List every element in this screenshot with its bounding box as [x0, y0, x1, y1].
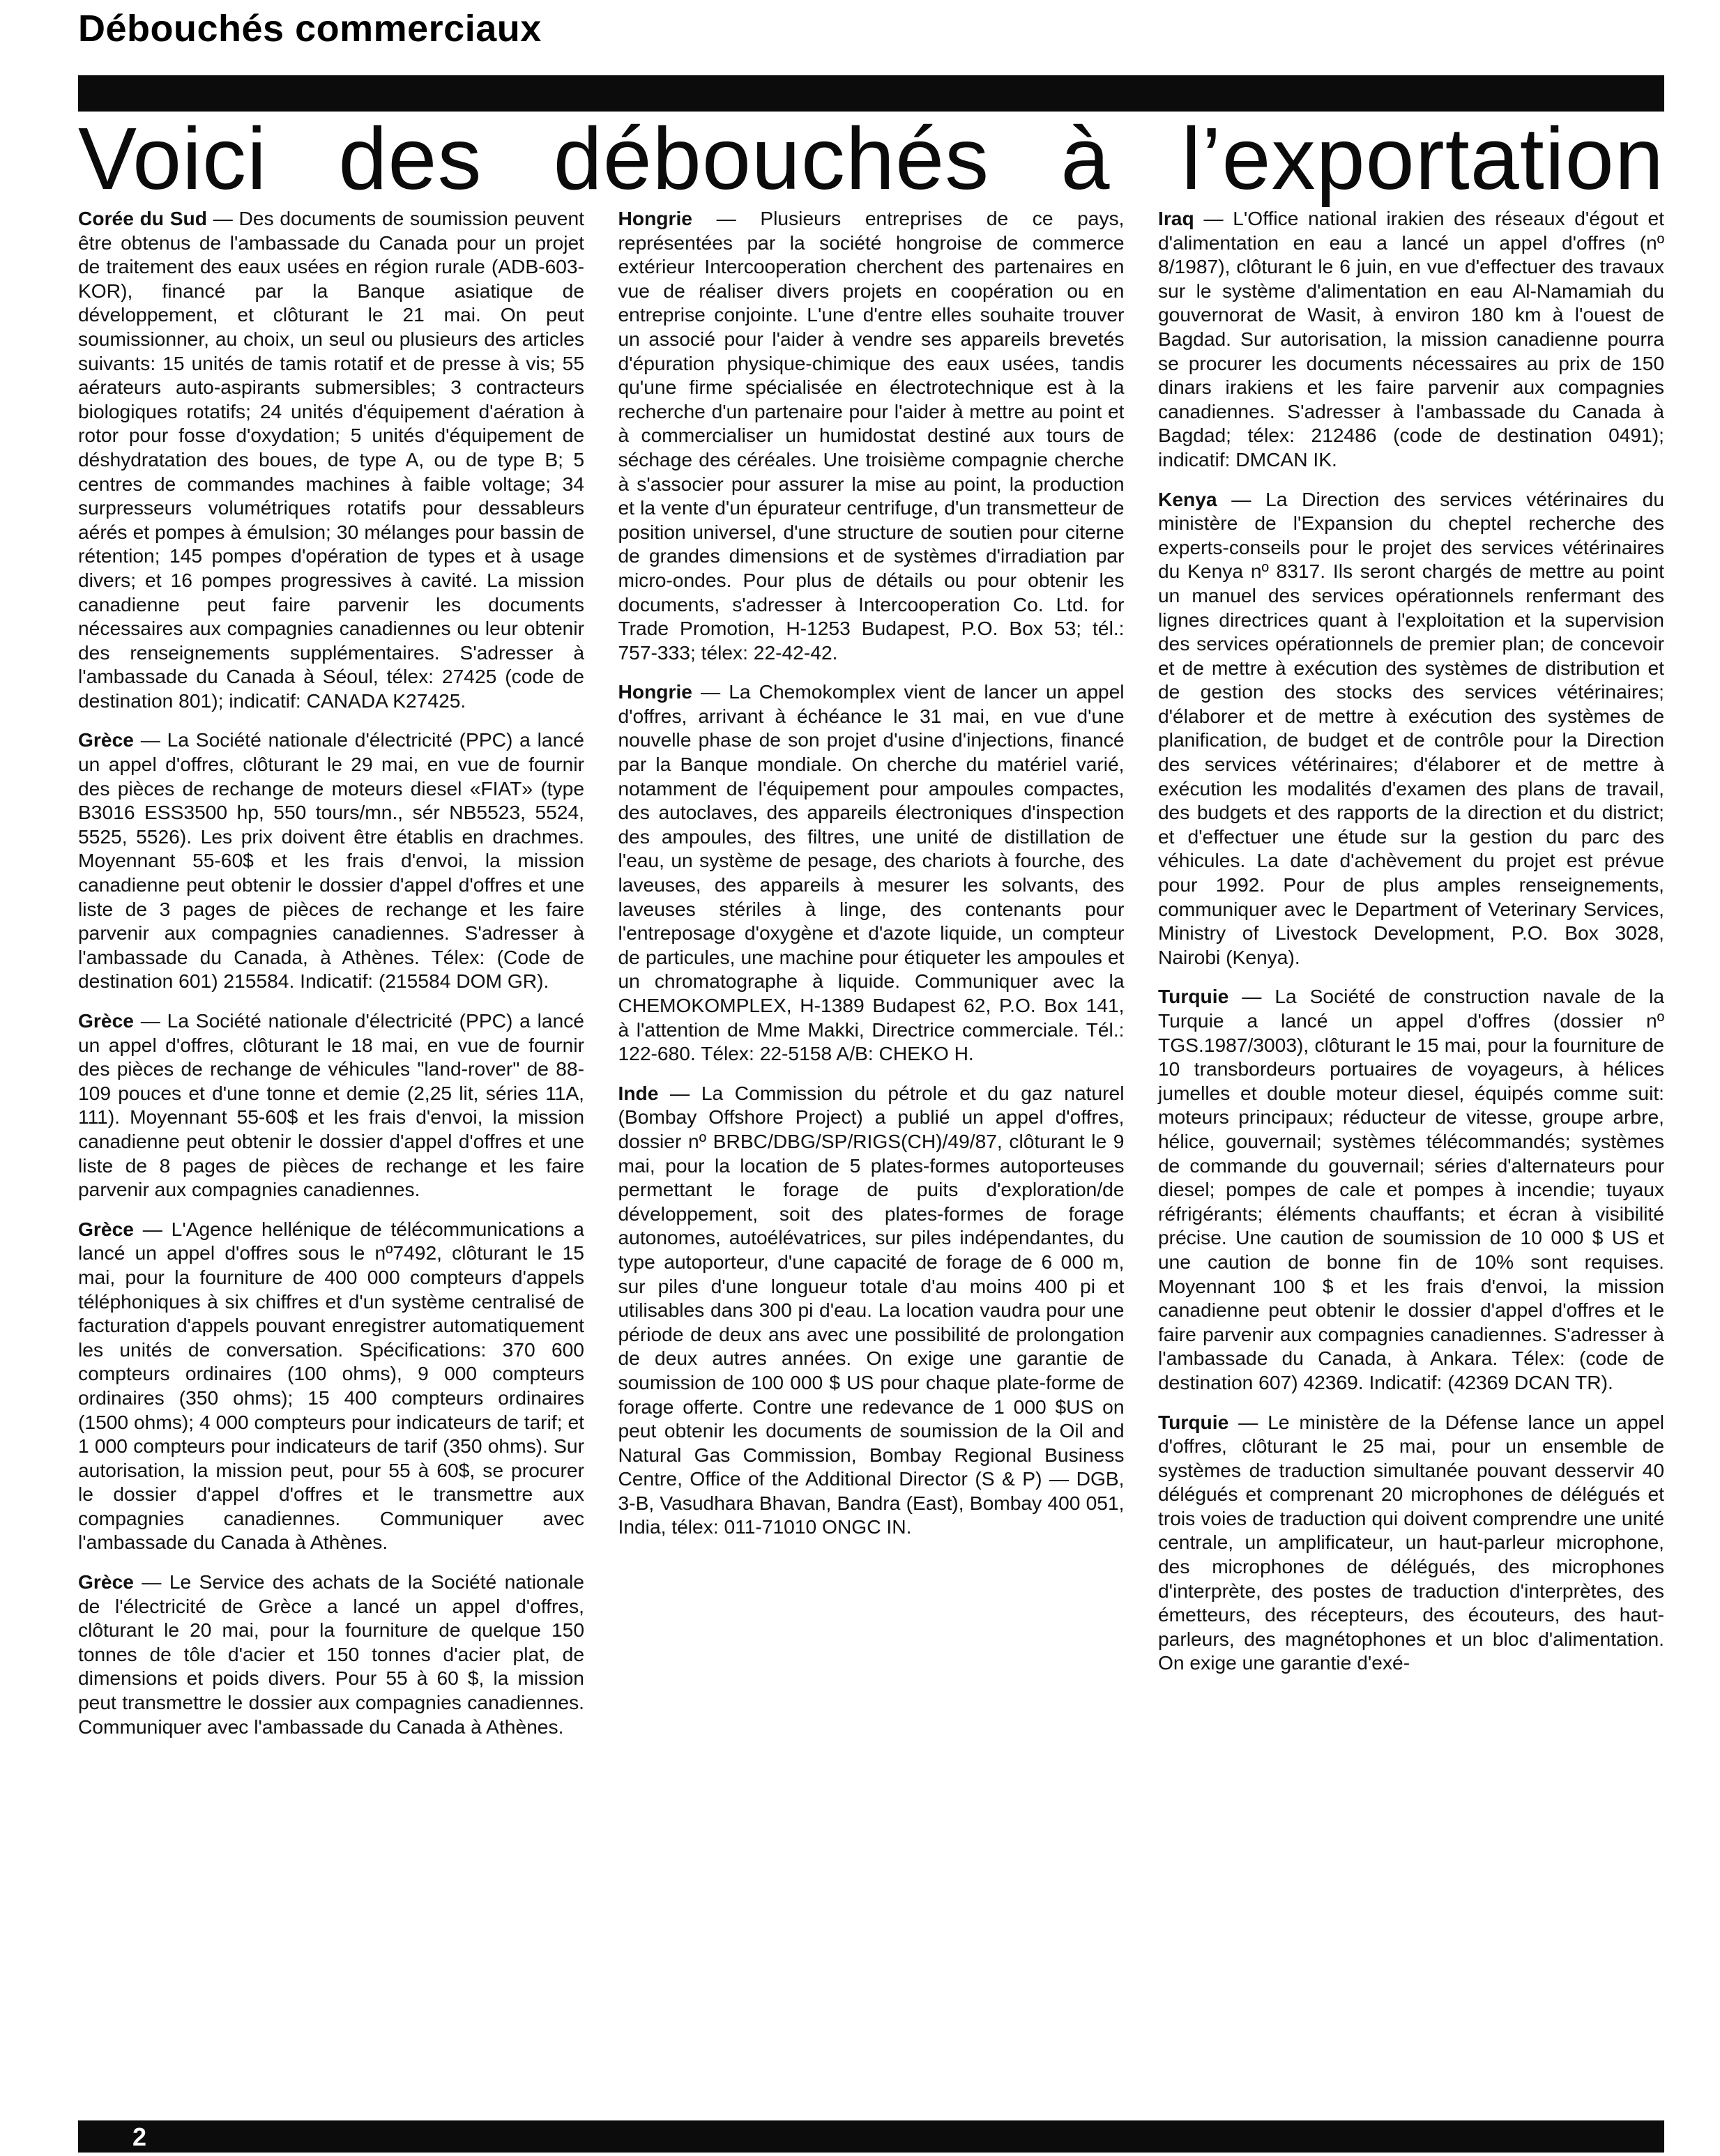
listing-hongrie-1: Hongrie — Plusieurs entreprises de ce pays, représentées par la société hongroise de commerce extérieur Intercooperation cherchent des partenaires en vue de réaliser divers projets en coopération ou en entreprise conjointe. L'une d'entre elles souhaite trouver un associé pour l'aider à vendre ses appareils brevetés d'épuration physique-chimique des eaux usées, tandis qu'une firme spécialisée en électrotechnique est à la recherche d'un partenaire pour l'aider à mettre au point et à commercialiser un humidostat destiné aux tours de séchage des céréales. Une troisième compagnie cherche à s'associer pour assurer la mise au point, la production et la vente d'un épurateur centrifuge, d'un transmetteur de position universel, d'une structure de soutien pour citerne de grandes dimensions et de systèmes d'irradiation par micro-ondes. Pour plus de détails ou pour obtenir les documents, s'adresser à Intercooperation Co. Ltd. for Trade Promotion, H-1253 Budapest, P.O. Box 53; tél.: 757-333; télex: 22-42-42.: [618, 207, 1125, 664]
listing-country: Grèce: [78, 1217, 134, 1240]
column-3: [1158, 206, 1664, 2099]
listing-country: Turquie: [1158, 1410, 1229, 1433]
section-label: Débouchés commerciaux: [78, 8, 542, 49]
listing-inde: Inde — La Commission du pétrole et du gaz naturel (Bombay Offshore Project) a publié un appel d'offres, dossier nº BRBC/DBG/SP/RIGS(CH)/49/87, clôturant le 9 mai, pour la location de 5 plates-formes autoporteuses permettant le forage de puits d'exploration/de développement, soit des plates-formes de forage autonomes, autoélévatrices, sur piles indépendantes, du type autoporteur, d'une capacité de forage de 6 000 m, sur piles d'une longueur totale d'au moins 400 pi et utilisables dans 300 pi d'eau. La location vaudra pour une période de deux ans avec une possibilité de prolongation de deux autres années. On exige une garantie de soumission de 100 000 $ US pour chaque plate-forme de forage offerte. Contre une redevance de 1 000 $US on peut obtenir les documents de soumission de la Oil and Natural Gas Commission, Bombay Regional Business Centre, Office of the Additional Director (S & P) — DGB, 3-B, Vasudhara Bhavan, Bandra (East), Bombay 400 051, India, télex: 011-71010 ONGC IN.: [618, 1081, 1125, 1538]
listing-text: Plusieurs entreprises de ce pays, représentées par la société hongroise de commerce extérieur Intercooperation cherchent des partenaires en vue de réaliser divers projets en coopération ou en entreprise conjointe. L'une d'entre elles souhaite trouver un associé pour l'aider à vendre ses appareils brevetés d'épuration physique-chimique des eaux usées, tandis qu'une firme spécialisée en électrotechnique est à la recherche d'un partenaire pour l'aider à mettre au point et à commercialiser un humidostat destiné aux tours de séchage des céréales. Une troisième compagnie cherche à s'associer pour assurer la mise au point, la production et la vente d'un épurateur centrifuge, d'un transmetteur de position universel, d'une structure de soutien pour citerne de grandes dimensions et de systèmes d'irradiation par micro-ondes. Pour plus de détails ou pour obtenir les documents, s'adresser à Intercooperation Co. Ltd. for Trade Promotion, H-1253 Budapest, P.O. Box 53; tél.: 757-333; télex: 22-42-42.: [618, 207, 1125, 664]
headline: [78, 110, 1664, 208]
column-2: [618, 206, 1125, 2099]
listing-text: La Direction des services vétérinaires du ministère de l'Expansion du cheptel recherche des experts-conseils pour le projet des services vétérinaires du Kenya nº 8317. Ils seront chargés de mettre au point un manuel des services opérationnels renfermant des lignes directrices quant à l'exploitation et la supervision des services opérationnels de premier plan; de concevoir et de mettre à exécution des systèmes de distribution et de gestion des stocks des services vétérinaires; d'élaborer et de mettre à exécution des systèmes de planification, de budget et de contrôle pour la Direction des services vétérinaires; d'élaborer et de mettre à exécution les modalités d'examen des plans de travail, des budgets et des rapports de la direction et du district; et d'effectuer une étude sur la gestion du parc des véhicules. La date d'achèvement du projet est prévue pour 1992. Pour de plus amples renseignements, communiquer avec le Department of Veterinary Services, Ministry of Livestock Development, P.O. Box 3028, Nairobi (Kenya).: [1158, 487, 1664, 968]
headline-word: à: [1060, 109, 1111, 208]
listing-text: La Société nationale d'électricité (PPC) a lancé un appel d'offres, clôturant le 29 mai, en vue de fournir des pièces de rechange de moteurs diesel «FIAT» (type B3016 ESS3500 hp, 550 tours/mn., sér NB5523, 5524, 5525, 5526). Les prix doivent être établis en drachmes. Moyennant 55-60$ et les frais d'envoi, la mission canadienne peut obtenir le dossier d'appel d'offres et une liste de 3 pages de pièces de rechange et les faire parvenir aux compagnies canadiennes. S'adresser à l'ambassade du Canada, à Athènes. Télex: (Code de destination 601) 215584. Indicatif: (215584 DOM GR).: [78, 728, 584, 993]
listing-country: Inde: [618, 1081, 659, 1104]
listing-text: La Société nationale d'électricité (PPC) a lancé un appel d'offres, clôturant le 18 mai, en vue de fournir des pièces de rechange de véhicules "land-rover" de 88-109 pouces et d'une tonne et demie (2,25 lit, séries 11A, 111). Moyennant 55-60$ et les frais d'envoi, la mission canadienne peut obtenir le dossier d'appel d'offres et une liste de 8 pages de pièces de rechange et les faire parvenir aux compagnies canadiennes.: [78, 1009, 584, 1201]
listing-country: Corée du Sud: [78, 207, 207, 229]
article-columns: [78, 206, 1664, 2099]
listing-country: Turquie: [1158, 985, 1229, 1008]
listing-country: Hongrie: [618, 680, 692, 703]
listing-turquie-1: Turquie — La Société de construction navale de la Turquie a lancé un appel d'offres (dossier nº TGS.1987/3003), clôturant le 15 mai, pour la fourniture de 10 transbordeurs portuaires de voyageurs, à hélices jumelles et double moteur diesel, équipés comme suit: moteurs principaux; réducteur de vitesse, groupe arbre, hélice, gouvernail; systèmes télécommandés; systèmes de commande du gouvernail; séries d'alternateurs pour diesel; pompes de cale et pompes à incendie; tuyaux réfrigérants; éléments chauffants; et écran à visibilité précise. Une caution de soumission de 10 000 $ US et une caution de bonne fin de 10% sont requises. Moyennant 100 $ et les frais d'envoi, la mission canadienne peut obtenir le dossier d'appel d'offres et le faire parvenir aux compagnies canadiennes. S'adresser à l'ambassade du Canada, à Ankara. Télex: (code de destination 607) 42369. Indicatif: (42369 DCAN TR).: [1158, 985, 1664, 1393]
listing-kenya: Kenya — La Direction des services vétérinaires du ministère de l'Expansion du cheptel recherche des experts-conseils pour le projet des services vétérinaires du Kenya nº 8317. Ils seront chargés de mettre au point un manuel des services opérationnels renfermant des lignes directrices quant à l'exploitation et la supervision des services opérationnels de premier plan; de concevoir et de mettre à exécution des systèmes de distribution et de gestion des stocks des services vétérinaires; d'élaborer et de mettre à exécution des systèmes de planification, de budget et de contrôle pour la Direction des services vétérinaires; d'élaborer et de mettre à exécution les modalités d'examen des plans de travail, des budgets et des rapports de la direction et du district; et d'effectuer une étude sur la gestion du parc des véhicules. La date d'achèvement du projet est prévue pour 1992. Pour de plus amples renseignements, communiquer avec le Department of Veterinary Services, Ministry of Livestock Development, P.O. Box 3028, Nairobi (Kenya).: [1158, 487, 1664, 968]
listing-text: L'Agence hellénique de télécommunications a lancé un appel d'offres sous le nº7492, clôturant le 15 mai, pour la fourniture de 400 000 compteurs d'appels téléphoniques à six chiffres et d'un système centralisé de facturation d'appels pouvant enregistrer automatiquement les unités de conversation. Spécifications: 370 600 compteurs ordinaires (100 ohms), 9 000 compteurs ordinaires (350 ohms); 15 400 compteurs ordinaires (1500 ohms); 4 000 compteurs pour indicateurs de tarif; et 1 000 compteurs pour indicateurs de tarif (350 ohms). Sur autorisation, la mission peut, pour 55 à 60$, se procurer le dossier d'appel d'offres et le transmettre aux compagnies canadiennes. Communiquer avec l'ambassade du Canada à Athènes.: [78, 1217, 584, 1554]
listing-text: La Commission du pétrole et du gaz naturel (Bombay Offshore Project) a publié un appel d'offres, dossier nº BRBC/DBG/SP/RIGS(CH)/49/87, clôturant le 9 mai, pour la location de 5 plates-formes autoporteuses permettant le forage de puits d'exploration/de développement, soit des plates-formes de forage autonomes, autoélévatrices, sur piles indépendantes, du type autoporteur, d'une capacité de forage de 6 000 m, sur piles d'une longueur totale d'au moins 400 pi et utilisables dans 300 pi d'eau. La location vaudra pour une période de deux ans avec une possibilité de prolongation de deux autres années. On exige une garantie de soumission de 100 000 $ US pour chaque plate-forme de forage offerte. Contre une redevance de 1 000 $US on peut obtenir les documents de soumission de la Oil and Natural Gas Commission, Bombay Regional Business Centre, Office of the Additional Director (S & P) — DGB, 3-B, Vasudhara Bhavan, Bandra (East), Bombay 400 051, India, télex: 011-71010 ONGC IN.: [618, 1081, 1125, 1538]
listing-text: La Société de construction navale de la Turquie a lancé un appel d'offres (dossier nº TGS.1987/3003), clôturant le 15 mai, pour la fourniture de 10 transbordeurs portuaires de voyageurs, à hélices jumelles et double moteur diesel, équipés comme suit: moteurs principaux; réducteur de vitesse, groupe arbre, hélice, gouvernail; systèmes télécommandés; systèmes de commande du gouvernail; séries d'alternateurs pour diesel; pompes de cale et pompes à incendie; tuyaux réfrigérants; éléments chauffants; et écran à visibilité précise. Une caution de soumission de 10 000 $ US et une caution de bonne fin de 10% sont requises. Moyennant 100 $ et les frais d'envoi, la mission canadienne peut obtenir le dossier d'appel d'offres et le faire parvenir aux compagnies canadiennes. S'adresser à l'ambassade du Canada, à Ankara. Télex: (code de destination 607) 42369. Indicatif: (42369 DCAN TR).: [1158, 985, 1664, 1393]
listing-grece-2: Grèce — La Société nationale d'électricité (PPC) a lancé un appel d'offres, clôturant le 18 mai, en vue de fournir des pièces de rechange de véhicules "land-rover" de 88-109 pouces et d'une tonne et demie (2,25 lit, séries 11A, 111). Moyennant 55-60$ et les frais d'envoi, la mission canadienne peut obtenir le dossier d'appel d'offres et une liste de 8 pages de pièces de rechange et les faire parvenir aux compagnies canadiennes.: [78, 1009, 584, 1201]
listing-country: Hongrie: [618, 207, 692, 229]
headline-word: des: [338, 109, 482, 208]
column-1: [78, 206, 584, 2099]
listing-country: Grèce: [78, 728, 134, 751]
page-number: 2: [132, 2123, 147, 2151]
listing-text: Des documents de soumission peuvent être obtenus de l'ambassade du Canada pour un projet de traitement des eaux usées en région rurale (ADB-603-KOR), financé par la Banque asiatique de développement, et clôturant le 21 mai. On peut soumissionner, au choix, un seul ou plusieurs des articles suivants: 15 unités de tamis rotatif et de presse à vis; 55 aérateurs auto-aspirants submersibles; 3 contracteurs biologiques rotatifs; 24 unités d'équipement d'aération à rotor pour fosse d'oxydation; 5 unités d'équipement de déshydratation des boues, de type A, ou de type B; 5 centres de commandes machines à faible voltage; 34 surpresseurs volumétriques rotatifs pour dessableurs aérés et pompes à émulsion; 30 mélanges pour bassin de rétention; 145 pompes d'opération de types et à usage divers; et 16 pompes progressives à cavité. La mission canadienne peut faire parvenir les documents nécessaires aux compagnies canadiennes ou leur obtenir des renseignements supplémentaires. S'adresser à l'ambassade du Canada à Séoul, télex: 27425 (code de destination 801); indicatif: CANADA K27425.: [78, 207, 584, 712]
listing-text: Le Service des achats de la Société nationale de l'électricité de Grèce a lancé un appel d'offres, clôturant le 20 mai, pour la fourniture de quelque 150 tonnes de tôle d'acier et 150 tonnes d'acier plat, de dimensions et poids divers. Pour 55 à 60 $, la mission peut transmettre le dossier aux compagnies canadiennes. Communiquer avec l'ambassade du Canada à Athènes.: [78, 1570, 584, 1738]
listing-iraq: Iraq — L'Office national irakien des réseaux d'égout et d'alimentation en eau a lancé un appel d'offres (nº 8/1987), clôturant le 6 juin, en vue d'effectuer des travaux sur le système d'alimentation en eau Al-Namamiah du gouvernorat de Wasit, à environ 180 km à l'ouest de Bagdad. Sur autorisation, la mission canadienne pourra se procurer les documents nécessaires au prix de 150 dinars irakiens et les faire parvenir aux compagnies canadiennes. S'adresser à l'ambassade du Canada à Bagdad; télex: 212486 (code de destination 0491); indicatif: DMCAN IK.: [1158, 207, 1664, 471]
headline-word: l’exportation: [1181, 109, 1664, 208]
listing-country: Grèce: [78, 1009, 134, 1032]
listing-grece-3: Grèce — L'Agence hellénique de télécommunications a lancé un appel d'offres sous le nº7492, clôturant le 15 mai, pour la fourniture de 400 000 compteurs d'appels téléphoniques à six chiffres et d'un système centralisé de facturation d'appels pouvant enregistrer automatiquement les unités de conversation. Spécifications: 370 600 compteurs ordinaires (100 ohms), 9 000 compteurs ordinaires (350 ohms); 15 400 compteurs ordinaires (1500 ohms); 4 000 compteurs pour indicateurs de tarif; et 1 000 compteurs pour indicateurs de tarif (350 ohms). Sur autorisation, la mission peut, pour 55 à 60$, se procurer le dossier d'appel d'offres et le transmettre aux compagnies canadiennes. Communiquer avec l'ambassade du Canada à Athènes.: [78, 1217, 584, 1554]
listing-country: Iraq: [1158, 207, 1194, 229]
top-rule-bar: [78, 75, 1664, 112]
listing-text: Le ministère de la Défense lance un appel d'offres, clôturant le 25 mai, pour un ensemble de systèmes de traduction simultanée pouvant desservir 40 délégués et comprenant 20 microphones de délégués et trois voies de traduction qui doivent comprendre une unité centrale, un amplificateur, un haut-parleur microphone, des microphones de délégués, des microphones d'interprète, des postes de traduction d'interprètes, des émetteurs, des récepteurs, des écouteurs, des haut-parleurs, des magnétophones et un bloc d'alimentation. On exige une garantie d'exé-: [1158, 1410, 1664, 1674]
listing-country: Grèce: [78, 1570, 134, 1593]
listing-text: La Chemokomplex vient de lancer un appel d'offres, arrivant à échéance le 31 mai, en vue d'une nouvelle phase de son projet d'usine d'injections, financé par la Banque mondiale. On cherche du matériel varié, notamment de l'équipement pour ampoules compactes, des autoclaves, des appareils électroniques d'inspection des ampoules, des filtres, une unité de distillation de l'eau, un système de pesage, des chariots à fourche, des laveuses, des appareils à mesurer les solvants, des laveuses stériles à linge, des contenants pour l'entreposage d'oxygène et d'azote liquide, un compteur de particules, une machine pour étiqueter les ampoules et un chromatographe à liquide. Communiquer avec la CHEMOKOMPLEX, H-1389 Budapest 62, P.O. Box 141, à l'attention de Mme Makki, Directrice commerciale. Tél.: 122-680. Télex: 22-5158 A/B: CHEKO H.: [618, 680, 1125, 1065]
listing-grece-4: Grèce — Le Service des achats de la Société nationale de l'électricité de Grèce a lancé un appel d'offres, clôturant le 20 mai, pour la fourniture de quelque 150 tonnes de tôle d'acier et 150 tonnes d'acier plat, de dimensions et poids divers. Pour 55 à 60 $, la mission peut transmettre le dossier aux compagnies canadiennes. Communiquer avec l'ambassade du Canada à Athènes.: [78, 1570, 584, 1738]
listing-grece-1: Grèce — La Société nationale d'électricité (PPC) a lancé un appel d'offres, clôturant le 29 mai, en vue de fournir des pièces de rechange de moteurs diesel «FIAT» (type B3016 ESS3500 hp, 550 tours/mn., sér NB5523, 5524, 5525, 5526). Les prix doivent être établis en drachmes. Moyennant 55-60$ et les frais d'envoi, la mission canadienne peut obtenir le dossier d'appel d'offres et une liste de 3 pages de pièces de rechange et les faire parvenir aux compagnies canadiennes. S'adresser à l'ambassade du Canada, à Athènes. Télex: (Code de destination 601) 215584. Indicatif: (215584 DOM GR).: [78, 728, 584, 993]
bottom-rule-bar: [78, 2120, 1664, 2153]
listing-text: L'Office national irakien des réseaux d'égout et d'alimentation en eau a lancé un appel d'offres (nº 8/1987), clôturant le 6 juin, en vue d'effectuer des travaux sur le système d'alimentation en eau Al-Namamiah du gouvernorat de Wasit, à environ 180 km à l'ouest de Bagdad. Sur autorisation, la mission canadienne pourra se procurer les documents nécessaires au prix de 150 dinars irakiens et les faire parvenir aux compagnies canadiennes. S'adresser à l'ambassade du Canada à Bagdad; télex: 212486 (code de destination 0491); indicatif: DMCAN IK.: [1158, 207, 1664, 471]
headline-word: débouchés: [553, 109, 990, 208]
listing-coree-du-sud: Corée du Sud — Des documents de soumission peuvent être obtenus de l'ambassade du Canada pour un projet de traitement des eaux usées en région rurale (ADB-603-KOR), financé par la Banque asiatique de développement, et clôturant le 21 mai. On peut soumissionner, au choix, un seul ou plusieurs des articles suivants: 15 unités de tamis rotatif et de presse à vis; 55 aérateurs auto-aspirants submersibles; 3 contracteurs biologiques rotatifs; 24 unités d'équipement d'aération à rotor pour fosse d'oxydation; 5 unités d'équipement de déshydratation des boues, de type A, ou de type B; 5 centres de commandes machines à faible voltage; 34 surpresseurs volumétriques rotatifs pour dessableurs aérés et pompes à émulsion; 30 mélanges pour bassin de rétention; 145 pompes d'opération de types et à usage divers; et 16 pompes progressives à cavité. La mission canadienne peut faire parvenir les documents nécessaires aux compagnies canadiennes ou leur obtenir des renseignements supplémentaires. S'adresser à l'ambassade du Canada à Séoul, télex: 27425 (code de destination 801); indicatif: CANADA K27425.: [78, 207, 584, 712]
listing-hongrie-2: Hongrie — La Chemokomplex vient de lancer un appel d'offres, arrivant à échéance le 31 mai, en vue d'une nouvelle phase de son projet d'usine d'injections, financé par la Banque mondiale. On cherche du matériel varié, notamment de l'équipement pour ampoules compactes, des autoclaves, des appareils électroniques d'inspection des ampoules, des filtres, une unité de distillation de l'eau, un système de pesage, des chariots à fourche, des laveuses, des appareils à mesurer les solvants, des laveuses stériles à linge, des contenants pour l'entreposage d'oxygène et d'azote liquide, un compteur de particules, une machine pour étiqueter les ampoules et un chromatographe à liquide. Communiquer avec la CHEMOKOMPLEX, H-1389 Budapest 62, P.O. Box 141, à l'attention de Mme Makki, Directrice commerciale. Tél.: 122-680. Télex: 22-5158 A/B: CHEKO H.: [618, 680, 1125, 1065]
headline-word: Voici: [78, 109, 268, 208]
listing-turquie-2: Turquie — Le ministère de la Défense lance un appel d'offres, clôturant le 25 mai, pour un ensemble de systèmes de traduction simultanée pouvant desservir 40 délégués et comprenant 20 microphones de délégués et trois voies de traduction qui doivent comprendre une unité centrale, un amplificateur, un haut-parleur microphone, des microphones de délégués, des microphones d'interprète, des postes de traduction d'interprètes, des émetteurs, des récepteurs, des écouteurs, des haut-parleurs, des magnétophones et un bloc d'alimentation. On exige une garantie d'exé-: [1158, 1410, 1664, 1674]
listing-country: Kenya: [1158, 487, 1217, 510]
